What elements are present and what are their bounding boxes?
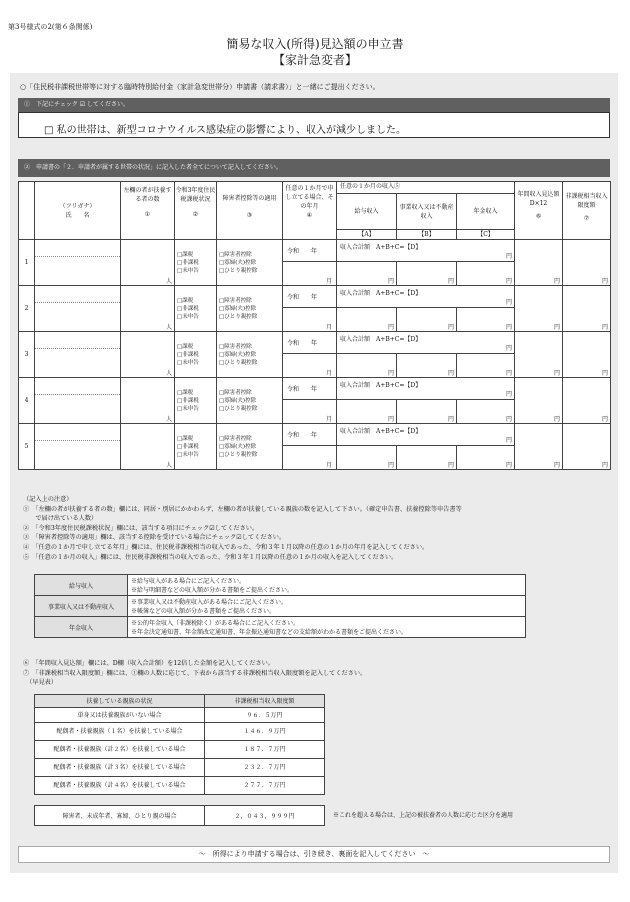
limit-field[interactable] (563, 240, 611, 286)
business-field[interactable] (397, 446, 457, 470)
row-number: 4 (19, 378, 35, 424)
unit-person: 人 (165, 324, 172, 331)
yen-unit: 円 (506, 437, 513, 444)
header-tax-status: 令和3年度住民税課税状況 (175, 187, 216, 203)
month-field[interactable] (283, 378, 337, 400)
income-doc-label: 年金収入 (35, 617, 128, 638)
note-line: （早見表） (23, 679, 58, 687)
month-field[interactable] (283, 286, 337, 308)
income-doc-line: ※事業収入又は不動産収入がある場合にご記入ください。 (131, 599, 288, 606)
tax-status-options[interactable] (175, 332, 217, 378)
header-limit: 非課税相当収入限度額 (565, 193, 608, 209)
yen-unit: 円 (387, 324, 394, 331)
header-salary: 給与収入 (337, 194, 397, 230)
row-number: 2 (19, 286, 35, 332)
tax-status-options[interactable] (175, 240, 217, 286)
month-field-month[interactable] (283, 262, 337, 286)
yen-unit: 円 (554, 462, 561, 469)
pension-field[interactable] (457, 308, 515, 332)
month-label: 月 (325, 416, 332, 423)
pension-field[interactable] (457, 400, 515, 424)
deduction-options[interactable] (217, 424, 283, 470)
name-field[interactable] (35, 378, 121, 424)
deduction-option-single-parent[interactable]: □ひとり親控除 (219, 267, 258, 274)
tax-option-unfiled[interactable]: □未申告 (177, 451, 199, 458)
tax-option-nontaxed[interactable]: □非課税 (177, 305, 199, 312)
header-income-group: 任意の１か月の収入⑤ (337, 182, 515, 194)
name-field[interactable] (35, 332, 121, 378)
reiwa-label: 令和 (287, 340, 300, 347)
header-name-kana: （フリガナ） (59, 202, 96, 210)
limit-value: １４６．９万円 (205, 723, 325, 741)
note-line: ① 「左欄の者が扶養する者の数」欄には、同居・別居にかかわらず、左欄の者が扶養している親族の数を記入して下さい。（確定申告書、扶養控除等申告書等 (23, 505, 462, 513)
reiwa-label: 令和 (287, 386, 300, 393)
yen-unit: 円 (602, 324, 609, 331)
limit-status: 単身又は扶養親族がいない場合 (35, 708, 205, 723)
business-field[interactable] (397, 308, 457, 332)
limit-header-status: 扶養している親族の状況 (35, 695, 205, 708)
yen-unit: 円 (602, 370, 609, 377)
form-number: 第3号様式の2(第６条関係) (8, 23, 93, 31)
note-line: ③ 「障害者控除等の適用」欄は、該当する控除を受けている場合にチェック☑してください。 (23, 534, 286, 542)
income-doc-label: 事業収入又は不動産収入 (35, 596, 128, 617)
pension-field[interactable] (457, 354, 515, 378)
year-label: 年 (311, 340, 318, 347)
dependents-field[interactable] (121, 332, 175, 378)
note-line: ④ 「任意の１か月で申し立てる年月」欄には、住民税非課税相当の収入であった、令和３年１月以降の任意の１か月の年月を記入してください。 (23, 543, 429, 551)
limit-field[interactable] (563, 378, 611, 424)
header-business-code: 【B】 (397, 230, 457, 240)
entry-notes (23, 495, 613, 562)
yen-unit: 円 (387, 278, 394, 285)
yen-unit: 円 (602, 462, 609, 469)
yen-unit: 円 (447, 370, 454, 377)
note-line: ⑤ 「任意の１か月の収入」欄には、住民税非課税相当の収入であった、令和３年１月以降の任意の１か月の収入を記入してください。 (23, 553, 398, 561)
income-total-field[interactable] (337, 286, 515, 308)
tax-option-nontaxed[interactable]: □非課税 (177, 259, 199, 266)
salary-field[interactable] (337, 400, 397, 424)
annual-field[interactable] (515, 332, 563, 378)
deduction-option-disabled[interactable]: □障害者控除 (219, 343, 252, 350)
deduction-options[interactable] (217, 286, 283, 332)
deduction-option-single-parent[interactable]: □ひとり親控除 (219, 313, 258, 320)
limit-status: 配偶者・扶養親族（計２名）を扶養している場合 (35, 741, 205, 759)
income-doc-line: ※公的年金収入（非課税除く）がある場合にご記入ください。 (131, 620, 300, 627)
footer-note: ～ 所得により申請する場合は、引き続き、裏面を記入してください ～ (18, 846, 610, 863)
business-field[interactable] (397, 400, 457, 424)
business-field[interactable] (397, 354, 457, 378)
disabled-limit-table (34, 805, 325, 826)
limit-field[interactable] (563, 332, 611, 378)
limit-quick-table (34, 694, 325, 795)
limit-field[interactable] (563, 286, 611, 332)
year-label: 年 (311, 294, 318, 301)
section2-bar: ② 申請書の「２．申請者が属する世帯の状況」に記入した者全てについて記入してください。 (18, 159, 610, 177)
limit-value: ２３２．７万円 (205, 759, 325, 777)
limit-status: 配偶者・扶養親族（１名）を扶養している場合 (35, 723, 205, 741)
tax-option-unfiled[interactable]: □未申告 (177, 359, 199, 366)
deduction-option-disabled[interactable]: □障害者控除 (219, 297, 252, 304)
yen-unit: 円 (506, 278, 513, 285)
yen-unit: 円 (506, 345, 513, 352)
annual-field[interactable] (515, 424, 563, 470)
annual-field[interactable] (515, 378, 563, 424)
name-field[interactable] (35, 424, 121, 470)
name-field[interactable] (35, 240, 121, 286)
deduction-option-single-parent[interactable]: □ひとり親控除 (219, 359, 258, 366)
month-field-month[interactable] (283, 446, 337, 470)
yen-unit: 円 (387, 370, 394, 377)
pension-field[interactable] (457, 446, 515, 470)
header-month-no: ④ (306, 212, 313, 219)
header-tax-status-no: ② (192, 211, 199, 218)
yen-unit: 円 (506, 253, 513, 260)
yen-unit: 円 (447, 416, 454, 423)
header-limit-no: ⑦ (583, 215, 590, 222)
month-field[interactable] (283, 240, 337, 262)
unit-person: 人 (165, 416, 172, 423)
income-doc-line: ※給与収入がある場合にご記入ください。 (131, 578, 246, 585)
income-doc-line: ※年金決定通知書、年金額改定通知書、年金振込通知書などの支給額がわかる書類をご提出ください。 (131, 629, 408, 636)
income-total-label: 収入合計額 A+B+C=【D】 (340, 290, 422, 297)
deduction-option-widow[interactable]: □寡婦(夫)控除 (219, 259, 256, 266)
limit-value: ９６．５万円 (205, 708, 325, 723)
month-field[interactable] (283, 424, 337, 446)
deduction-option-disabled[interactable]: □障害者控除 (219, 435, 252, 442)
limit-value: １８７．７万円 (205, 741, 325, 759)
deduction-option-disabled[interactable]: □障害者控除 (219, 251, 252, 258)
top-note: ○「住民税非課税世帯等に対する臨時特別給付金（家計急変世帯分）申請書（請求書）」と一緒にご提出ください。 (20, 83, 380, 91)
header-dependents: 左欄の者が扶養する者の数 (123, 187, 172, 203)
deduction-option-widow[interactable]: □寡婦(夫)控除 (219, 351, 256, 358)
yen-unit: 円 (447, 324, 454, 331)
section1-checkbox[interactable]: □ 私の世帯は、新型コロナウイルス感染症の影響により、収入が減少しました。 (44, 125, 407, 136)
over-limit-note: ※これを超える場合は、上記の被扶養者の人数に応じた区分を適用 (333, 812, 514, 819)
deduction-option-single-parent[interactable]: □ひとり親控除 (219, 405, 258, 412)
month-field-month[interactable] (283, 354, 337, 378)
name-field[interactable] (35, 286, 121, 332)
disabled-limit: ２，０４３，９９９円 (205, 806, 325, 826)
header-pension-code: 【C】 (457, 230, 515, 240)
yen-unit: 円 (554, 370, 561, 377)
tax-status-options[interactable] (175, 424, 217, 470)
deduction-option-widow[interactable]: □寡婦(夫)控除 (219, 305, 256, 312)
annual-field[interactable] (515, 286, 563, 332)
tax-status-options[interactable] (175, 378, 217, 424)
income-docs-table (34, 574, 526, 638)
note-line: ⑥ 「年間収入見込額」欄には、D欄（収入合計額）を12倍した金額を記入してください。 (23, 660, 275, 667)
income-total-field[interactable] (337, 240, 515, 262)
yen-unit: 円 (387, 462, 394, 469)
tax-option-nontaxed[interactable]: □非課税 (177, 397, 199, 404)
deduction-options[interactable] (217, 378, 283, 424)
year-label: 年 (311, 386, 318, 393)
header-deduction: 障害者控除等の適用 (222, 195, 277, 202)
note-line: （記入上の注意） (23, 496, 73, 503)
dependents-field[interactable] (121, 424, 175, 470)
note-line: で届け出ている人数） (23, 515, 98, 523)
section1-bar: ① 下記にチェック ☑ してください。 (18, 98, 610, 112)
annual-field[interactable] (515, 240, 563, 286)
tax-option-nontaxed[interactable]: □非課税 (177, 351, 199, 358)
entry-notes-2 (23, 659, 366, 688)
header-annual: 年間収入見込額D×12 (517, 191, 560, 207)
salary-field[interactable] (337, 354, 397, 378)
income-doc-line: ※帳簿などの収入額が分かる書類をご提出ください。 (131, 608, 276, 615)
tax-option-nontaxed[interactable]: □非課税 (177, 443, 199, 450)
income-doc-line: ※給与明細書などの収入額が分かる書類をご提出ください。 (131, 587, 294, 594)
deduction-option-disabled[interactable]: □障害者控除 (219, 389, 252, 396)
pension-field[interactable] (457, 262, 515, 286)
tax-option-unfiled[interactable]: □未申告 (177, 405, 199, 412)
tax-status-options[interactable] (175, 286, 217, 332)
dependents-field[interactable] (121, 286, 175, 332)
yen-unit: 円 (554, 324, 561, 331)
yen-unit: 円 (554, 416, 561, 423)
dependents-field[interactable] (121, 240, 175, 286)
limit-status: 配偶者・扶養親族（計３名）を扶養している場合 (35, 759, 205, 777)
limit-field[interactable] (563, 424, 611, 470)
salary-field[interactable] (337, 308, 397, 332)
month-label: 月 (325, 324, 332, 331)
header-name: 氏 名 (65, 211, 90, 219)
deduction-option-single-parent[interactable]: □ひとり親控除 (219, 451, 258, 458)
month-label: 月 (325, 370, 332, 377)
note-line: ⑦ 「非課税相当収入限度額」欄には、①欄の人数に応じて、下表から該当する非課税相当収入限度額を記入してください。 (23, 669, 367, 677)
yen-unit: 円 (447, 462, 454, 469)
reiwa-label: 令和 (287, 432, 300, 439)
header-month: 任意の１か月で申し立てる場合、その年月 (285, 185, 334, 210)
income-total-label: 収入合計額 A+B+C=【D】 (340, 336, 422, 343)
document-title: 簡易な収入(所得)見込額の申立書 (226, 37, 404, 51)
tax-option-taxed[interactable]: □課税 (177, 297, 194, 304)
limit-status: 配偶者・扶養親族（計４名）を扶養している場合 (35, 777, 205, 795)
yen-unit: 円 (554, 278, 561, 285)
note-line: ② 「令和3年度住民税課税状況」欄には、該当する項目にチェック☑してください。 (23, 524, 259, 532)
row-number: 5 (19, 424, 35, 470)
month-label: 月 (325, 278, 332, 285)
document-subtitle: 【家計急変者】 (272, 53, 357, 67)
header-dependents-no: ① (144, 211, 151, 218)
year-label: 年 (311, 248, 318, 255)
month-field[interactable] (283, 332, 337, 354)
income-total-label: 収入合計額 A+B+C=【D】 (340, 428, 422, 435)
row-number: 3 (19, 332, 35, 378)
income-total-label: 収入合計額 A+B+C=【D】 (340, 244, 422, 251)
yen-unit: 円 (602, 278, 609, 285)
tax-option-taxed[interactable]: □課税 (177, 251, 194, 258)
header-deduction-no: ③ (246, 212, 253, 219)
household-table (18, 181, 611, 470)
yen-unit: 円 (387, 416, 394, 423)
row-number: 1 (19, 240, 35, 286)
reiwa-label: 令和 (287, 294, 300, 301)
salary-field[interactable] (337, 446, 397, 470)
yen-unit: 円 (506, 391, 513, 398)
tax-option-unfiled[interactable]: □未申告 (177, 313, 199, 320)
income-total-field[interactable] (337, 424, 515, 446)
deduction-option-widow[interactable]: □寡婦(夫)控除 (219, 443, 256, 450)
yen-unit: 円 (506, 370, 513, 377)
yen-unit: 円 (506, 462, 513, 469)
header-annual-no: ⑥ (535, 213, 542, 220)
deduction-option-widow[interactable]: □寡婦(夫)控除 (219, 397, 256, 404)
yen-unit: 円 (447, 278, 454, 285)
salary-field[interactable] (337, 262, 397, 286)
unit-person: 人 (165, 278, 172, 285)
header-salary-code: 【A】 (337, 230, 397, 240)
month-label: 月 (325, 462, 332, 469)
disabled-status: 障害者、未成年者、寡婦、ひとり親の場合 (35, 806, 205, 826)
income-total-label: 収入合計額 A+B+C=【D】 (340, 382, 422, 389)
limit-value: ２７７．７万円 (205, 777, 325, 795)
deduction-options[interactable] (217, 332, 283, 378)
header-pension: 年金収入 (457, 194, 515, 230)
income-total-field[interactable] (337, 378, 515, 400)
yen-unit: 円 (602, 416, 609, 423)
unit-person: 人 (165, 370, 172, 377)
unit-person: 人 (165, 462, 172, 469)
limit-header-limit: 非課税相当収入限度額 (205, 695, 325, 708)
dependents-field[interactable] (121, 378, 175, 424)
deduction-options[interactable] (217, 240, 283, 286)
yen-unit: 円 (506, 299, 513, 306)
income-total-field[interactable] (337, 332, 515, 354)
tax-option-taxed[interactable]: □課税 (177, 435, 194, 442)
business-field[interactable] (397, 262, 457, 286)
year-label: 年 (311, 432, 318, 439)
yen-unit: 円 (506, 416, 513, 423)
month-field-month[interactable] (283, 308, 337, 332)
tax-option-taxed[interactable]: □課税 (177, 389, 194, 396)
reiwa-label: 令和 (287, 248, 300, 255)
yen-unit: 円 (506, 324, 513, 331)
tax-option-unfiled[interactable]: □未申告 (177, 267, 199, 274)
tax-option-taxed[interactable]: □課税 (177, 343, 194, 350)
month-field-month[interactable] (283, 400, 337, 424)
header-business: 事業収入又は不動産収入 (397, 194, 457, 230)
income-doc-label: 給与収入 (35, 575, 128, 596)
